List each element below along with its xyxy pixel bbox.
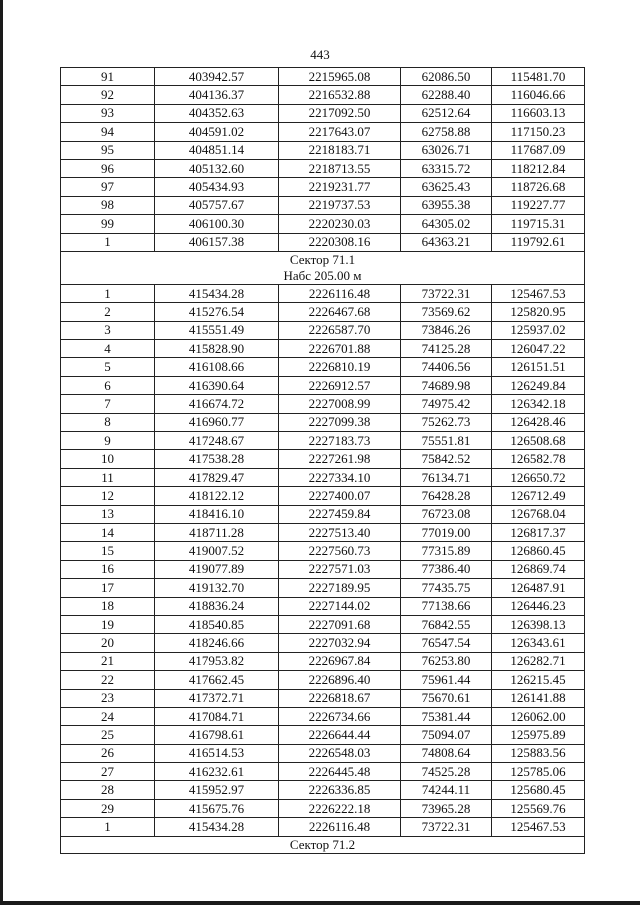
cell-x-coordinate: 404352.63 [155,104,279,122]
cell-x-coordinate: 405434.93 [155,178,279,196]
cell-y-coordinate: 2219737.53 [279,196,401,214]
cell-point-number: 22 [61,671,155,689]
cell-point-number: 15 [61,542,155,560]
table-row [61,579,585,597]
cell-local-x: 73846.26 [401,321,492,339]
table-row [61,321,585,339]
cell-local-x: 74525.28 [401,763,492,781]
cell-y-coordinate: 2219231.77 [279,178,401,196]
cell-y-coordinate: 2226912.57 [279,376,401,394]
table-row [61,303,585,321]
cell-point-number: 97 [61,178,155,196]
cell-local-y: 126817.37 [492,523,585,541]
table-row [61,726,585,744]
cell-y-coordinate: 2215965.08 [279,68,401,86]
table-row [61,763,585,781]
cell-x-coordinate: 418711.28 [155,523,279,541]
cell-local-y: 125820.95 [492,303,585,321]
table-row [61,781,585,799]
cell-x-coordinate: 418122.12 [155,487,279,505]
cell-local-x: 74975.42 [401,395,492,413]
table-row [61,233,585,251]
table-row [61,707,585,725]
table-row [61,196,585,214]
table-row [61,86,585,104]
cell-x-coordinate: 417248.67 [155,432,279,450]
sector-title-row [61,251,585,268]
cell-x-coordinate: 416232.61 [155,763,279,781]
cell-local-y: 118726.68 [492,178,585,196]
cell-local-y: 126282.71 [492,652,585,670]
cell-local-y: 125883.56 [492,744,585,762]
table-row [61,450,585,468]
cell-local-y: 125467.53 [492,818,585,836]
cell-y-coordinate: 2226896.40 [279,671,401,689]
cell-y-coordinate: 2227032.94 [279,634,401,652]
cell-point-number: 26 [61,744,155,762]
cell-local-x: 74808.64 [401,744,492,762]
cell-point-number: 4 [61,340,155,358]
cell-x-coordinate: 404851.14 [155,141,279,159]
table-row [61,468,585,486]
table-row [61,542,585,560]
cell-x-coordinate: 419132.70 [155,579,279,597]
cell-x-coordinate: 415434.28 [155,284,279,302]
cell-y-coordinate: 2227560.73 [279,542,401,560]
table-row [61,671,585,689]
cell-point-number: 18 [61,597,155,615]
cell-local-y: 126151.51 [492,358,585,376]
cell-local-y: 126508.68 [492,432,585,450]
cell-x-coordinate: 416798.61 [155,726,279,744]
cell-local-y: 126869.74 [492,560,585,578]
table-row [61,744,585,762]
cell-x-coordinate: 416674.72 [155,395,279,413]
cell-local-y: 118212.84 [492,159,585,177]
table-row [61,284,585,302]
cell-x-coordinate: 417372.71 [155,689,279,707]
cell-y-coordinate: 2227261.98 [279,450,401,468]
cell-local-x: 76723.08 [401,505,492,523]
cell-local-x: 76253.80 [401,652,492,670]
coordinates-table-body [61,68,585,854]
cell-local-y: 126487.91 [492,579,585,597]
cell-local-x: 77019.00 [401,523,492,541]
cell-local-y: 125467.53 [492,284,585,302]
cell-local-x: 77138.66 [401,597,492,615]
cell-point-number: 16 [61,560,155,578]
cell-y-coordinate: 2226116.48 [279,284,401,302]
cell-local-x: 74406.56 [401,358,492,376]
table-row [61,615,585,633]
cell-x-coordinate: 417829.47 [155,468,279,486]
cell-y-coordinate: 2218183.71 [279,141,401,159]
cell-x-coordinate: 417953.82 [155,652,279,670]
cell-y-coordinate: 2227144.02 [279,597,401,615]
table-row [61,413,585,431]
cell-local-y: 126249.84 [492,376,585,394]
table-row [61,395,585,413]
cell-x-coordinate: 415952.97 [155,781,279,799]
cell-y-coordinate: 2226116.48 [279,818,401,836]
table-row [61,505,585,523]
table-row [61,799,585,817]
cell-local-x: 73722.31 [401,818,492,836]
table-row [61,634,585,652]
cell-local-y: 125975.89 [492,726,585,744]
cell-local-y: 117150.23 [492,123,585,141]
cell-y-coordinate: 2227099.38 [279,413,401,431]
cell-x-coordinate: 418416.10 [155,505,279,523]
cell-local-x: 62288.40 [401,86,492,104]
cell-local-y: 126342.18 [492,395,585,413]
table-row [61,68,585,86]
table-row [61,818,585,836]
cell-point-number: 24 [61,707,155,725]
sector-height-row [61,268,585,285]
cell-local-y: 126446.23 [492,597,585,615]
page-number: 443 [310,47,330,62]
cell-local-y: 126860.45 [492,542,585,560]
cell-local-x: 63625.43 [401,178,492,196]
cell-local-y: 126712.49 [492,487,585,505]
cell-point-number: 11 [61,468,155,486]
cell-local-x: 63026.71 [401,141,492,159]
cell-point-number: 14 [61,523,155,541]
cell-y-coordinate: 2226967.84 [279,652,401,670]
cell-local-y: 116046.66 [492,86,585,104]
cell-x-coordinate: 415434.28 [155,818,279,836]
cell-point-number: 13 [61,505,155,523]
cell-local-x: 77435.75 [401,579,492,597]
table-row [61,652,585,670]
cell-local-y: 126141.88 [492,689,585,707]
cell-y-coordinate: 2227334.10 [279,468,401,486]
table-row [61,104,585,122]
scan-edge-left [0,0,3,905]
cell-local-x: 75094.07 [401,726,492,744]
cell-y-coordinate: 2218713.55 [279,159,401,177]
cell-point-number: 95 [61,141,155,159]
cell-local-x: 73569.62 [401,303,492,321]
cell-y-coordinate: 2227008.99 [279,395,401,413]
cell-local-x: 73722.31 [401,284,492,302]
table-row [61,141,585,159]
cell-x-coordinate: 416960.77 [155,413,279,431]
cell-local-y: 125680.45 [492,781,585,799]
cell-local-x: 76134.71 [401,468,492,486]
cell-local-x: 64363.21 [401,233,492,251]
cell-local-y: 126343.61 [492,634,585,652]
cell-x-coordinate: 404591.02 [155,123,279,141]
cell-local-y: 126582.78 [492,450,585,468]
cell-local-y: 119227.77 [492,196,585,214]
cell-x-coordinate: 416108.66 [155,358,279,376]
table-row [61,432,585,450]
cell-point-number: 17 [61,579,155,597]
cell-point-number: 25 [61,726,155,744]
table-row [61,376,585,394]
cell-x-coordinate: 403942.57 [155,68,279,86]
cell-y-coordinate: 2226810.19 [279,358,401,376]
cell-point-number: 3 [61,321,155,339]
cell-x-coordinate: 417084.71 [155,707,279,725]
cell-x-coordinate: 415276.54 [155,303,279,321]
cell-point-number: 6 [61,376,155,394]
cell-local-y: 119715.31 [492,215,585,233]
cell-local-y: 126215.45 [492,671,585,689]
cell-y-coordinate: 2227183.73 [279,432,401,450]
cell-x-coordinate: 416514.53 [155,744,279,762]
cell-local-y: 126398.13 [492,615,585,633]
cell-y-coordinate: 2226818.67 [279,689,401,707]
cell-point-number: 91 [61,68,155,86]
cell-y-coordinate: 2217092.50 [279,104,401,122]
cell-x-coordinate: 418836.24 [155,597,279,615]
cell-y-coordinate: 2227459.84 [279,505,401,523]
cell-local-x: 74244.11 [401,781,492,799]
cell-local-y: 126768.04 [492,505,585,523]
sector-height: Набс 205.00 м [61,268,585,285]
cell-point-number: 27 [61,763,155,781]
cell-y-coordinate: 2226701.88 [279,340,401,358]
cell-local-y: 117687.09 [492,141,585,159]
cell-local-x: 75262.73 [401,413,492,431]
cell-point-number: 9 [61,432,155,450]
cell-x-coordinate: 406157.38 [155,233,279,251]
cell-local-y: 116603.13 [492,104,585,122]
table-row [61,123,585,141]
cell-x-coordinate: 418246.66 [155,634,279,652]
cell-local-x: 77386.40 [401,560,492,578]
cell-local-x: 75381.44 [401,707,492,725]
cell-local-y: 115481.70 [492,68,585,86]
cell-y-coordinate: 2226734.66 [279,707,401,725]
table-row [61,358,585,376]
cell-x-coordinate: 416390.64 [155,376,279,394]
cell-x-coordinate: 419007.52 [155,542,279,560]
table-row [61,560,585,578]
cell-local-x: 75551.81 [401,432,492,450]
cell-local-x: 63315.72 [401,159,492,177]
table-row [61,597,585,615]
cell-y-coordinate: 2227571.03 [279,560,401,578]
table-row [61,689,585,707]
cell-local-y: 125937.02 [492,321,585,339]
cell-y-coordinate: 2226445.48 [279,763,401,781]
cell-local-x: 76428.28 [401,487,492,505]
cell-local-x: 76842.55 [401,615,492,633]
sector-title-next-row [61,836,585,853]
cell-y-coordinate: 2227189.95 [279,579,401,597]
coordinates-table [60,67,585,854]
cell-y-coordinate: 2227091.68 [279,615,401,633]
cell-x-coordinate: 405132.60 [155,159,279,177]
cell-local-y: 126428.46 [492,413,585,431]
cell-point-number: 1 [61,818,155,836]
table-row [61,215,585,233]
cell-local-x: 75961.44 [401,671,492,689]
cell-x-coordinate: 415551.49 [155,321,279,339]
cell-y-coordinate: 2226222.18 [279,799,401,817]
cell-x-coordinate: 417662.45 [155,671,279,689]
cell-point-number: 2 [61,303,155,321]
sector-title-next: Сектор 71.2 [61,836,585,853]
cell-local-x: 74689.98 [401,376,492,394]
cell-point-number: 1 [61,284,155,302]
sector-title: Сектор 71.1 [61,251,585,268]
cell-point-number: 1 [61,233,155,251]
cell-local-x: 62758.88 [401,123,492,141]
cell-point-number: 20 [61,634,155,652]
cell-point-number: 29 [61,799,155,817]
cell-point-number: 7 [61,395,155,413]
cell-y-coordinate: 2227513.40 [279,523,401,541]
cell-local-x: 64305.02 [401,215,492,233]
table-row [61,487,585,505]
cell-point-number: 12 [61,487,155,505]
cell-local-x: 74125.28 [401,340,492,358]
table-row [61,178,585,196]
cell-x-coordinate: 415675.76 [155,799,279,817]
cell-x-coordinate: 405757.67 [155,196,279,214]
cell-local-x: 62512.64 [401,104,492,122]
cell-x-coordinate: 419077.89 [155,560,279,578]
cell-local-x: 77315.89 [401,542,492,560]
cell-local-y: 125569.76 [492,799,585,817]
cell-y-coordinate: 2217643.07 [279,123,401,141]
cell-local-x: 63955.38 [401,196,492,214]
cell-x-coordinate: 415828.90 [155,340,279,358]
cell-y-coordinate: 2226644.44 [279,726,401,744]
cell-y-coordinate: 2227400.07 [279,487,401,505]
cell-point-number: 99 [61,215,155,233]
table-row [61,159,585,177]
cell-point-number: 19 [61,615,155,633]
table-row [61,340,585,358]
cell-y-coordinate: 2216532.88 [279,86,401,104]
cell-point-number: 8 [61,413,155,431]
cell-local-x: 76547.54 [401,634,492,652]
cell-point-number: 23 [61,689,155,707]
cell-local-x: 73965.28 [401,799,492,817]
cell-local-x: 75842.52 [401,450,492,468]
cell-y-coordinate: 2220230.03 [279,215,401,233]
cell-y-coordinate: 2226467.68 [279,303,401,321]
cell-local-x: 75670.61 [401,689,492,707]
cell-point-number: 10 [61,450,155,468]
cell-y-coordinate: 2220308.16 [279,233,401,251]
cell-local-y: 126650.72 [492,468,585,486]
cell-x-coordinate: 417538.28 [155,450,279,468]
cell-y-coordinate: 2226336.85 [279,781,401,799]
cell-local-y: 126062.00 [492,707,585,725]
cell-y-coordinate: 2226587.70 [279,321,401,339]
cell-x-coordinate: 418540.85 [155,615,279,633]
cell-point-number: 92 [61,86,155,104]
cell-x-coordinate: 404136.37 [155,86,279,104]
cell-point-number: 94 [61,123,155,141]
cell-point-number: 21 [61,652,155,670]
scan-edge-bottom [0,901,640,905]
cell-point-number: 28 [61,781,155,799]
cell-local-y: 125785.06 [492,763,585,781]
cell-y-coordinate: 2226548.03 [279,744,401,762]
cell-point-number: 5 [61,358,155,376]
cell-local-x: 62086.50 [401,68,492,86]
cell-point-number: 96 [61,159,155,177]
cell-point-number: 93 [61,104,155,122]
table-row [61,523,585,541]
cell-x-coordinate: 406100.30 [155,215,279,233]
cell-local-y: 119792.61 [492,233,585,251]
cell-point-number: 98 [61,196,155,214]
cell-local-y: 126047.22 [492,340,585,358]
